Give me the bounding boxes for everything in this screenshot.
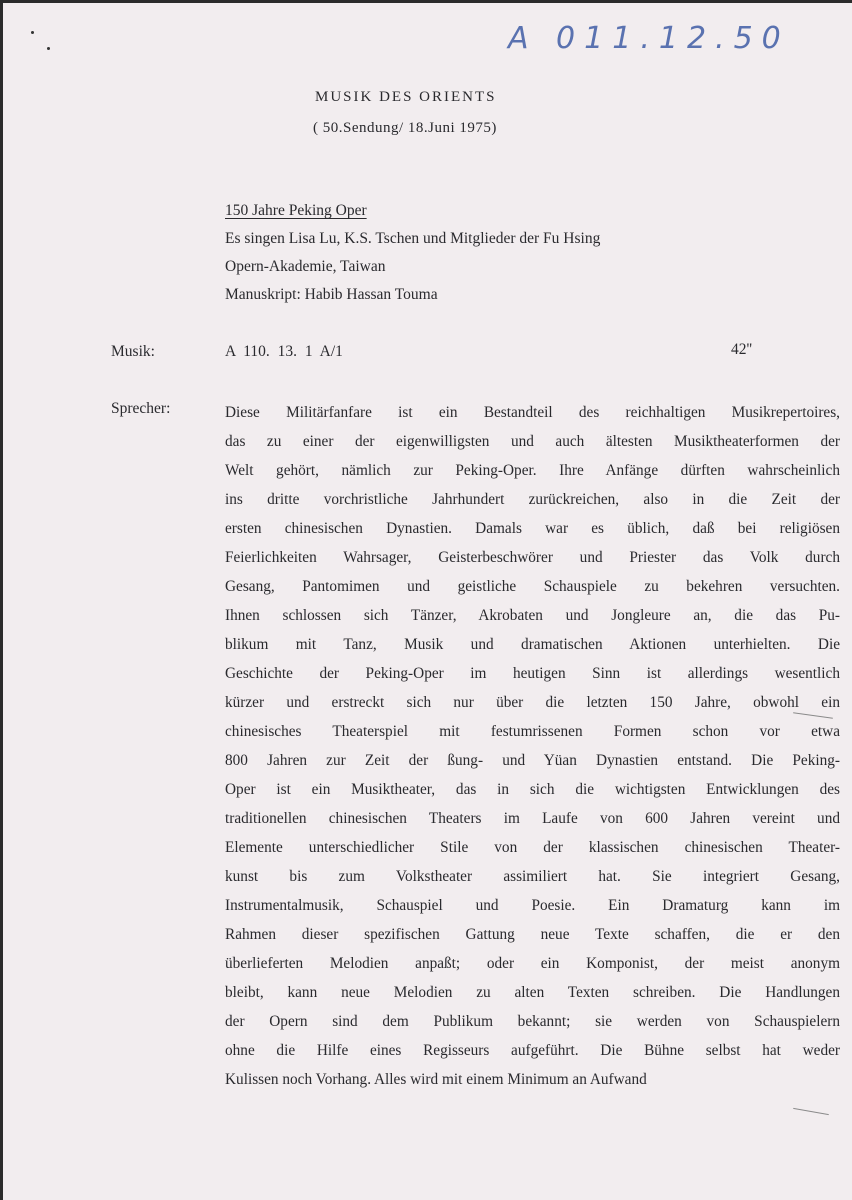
speaker-text-line: Oper ist ein Musiktheater, das in sich die wichtigsten Entwicklungen des [225,781,840,798]
speaker-text-line: traditionellen chinesischen Theaters im Laufe von 600 Jahren vereint und [225,810,840,827]
music-label: Musik: [111,343,155,360]
speaker-text-line: 800 Jahren zur Zeit der ßung- und Yüan Dynastien entstand. Die Peking- [225,752,840,769]
pencil-mark [793,1108,829,1115]
speaker-text-line: bleibt, kann neue Melodien zu alten Texten schreiben. Die Handlungen [225,984,840,1001]
speaker-text-line: das zu einer der eigenwilligsten und auch ältesten Musiktheaterformen der [225,433,840,450]
speaker-text-line: Rahmen dieser spezifischen Gattung neue Texte schaffen, die er den [225,926,840,943]
program-title: 150 Jahre Peking Oper [225,202,367,219]
speaker-text-line: Ihnen schlossen sich Tänzer, Akrobaten und Jongleure an, die das Pu- [225,607,840,624]
series-title: MUSIK DES ORIENTS [315,89,497,105]
paper-speck [47,47,50,50]
archive-handwritten-note: A 011.12.50 [508,21,790,56]
speaker-text-line: ohne die Hilfe eines Regisseurs aufgeführt. Die Bühne selbst hat weder [225,1042,840,1059]
program-info-line: Opern-Akademie, Taiwan [225,258,386,275]
paper-speck [31,31,34,34]
speaker-text-line: Diese Militärfanfare ist ein Bestandteil des reichhaltigen Musikrepertoires, [225,404,840,421]
speaker-text-line: blikum mit Tanz, Musik und dramatischen Aktionen unterhielten. Die [225,636,840,653]
speaker-text-line: chinesisches Theaterspiel mit festumrissenen Formen schon vor etwa [225,723,840,740]
speaker-text-line: Gesang, Pantomimen und geistliche Schauspiele zu bekehren versuchten. [225,578,840,595]
speaker-text-line: Geschichte der Peking-Oper im heutigen Sinn ist allerdings wesentlich [225,665,840,682]
speaker-text-line: überlieferten Melodien anpaßt; oder ein Komponist, der meist anonym [225,955,840,972]
speaker-text-line: Feierlichkeiten Wahrsager, Geisterbeschwörer und Priester das Volk durch [225,549,840,566]
broadcast-subtitle: ( 50.Sendung/ 18.Juni 1975) [313,120,497,136]
speaker-text-line: ersten chinesischen Dynastien. Damals war es üblich, daß bei religiösen [225,520,840,537]
speaker-text-line: der Opern sind dem Publikum bekannt; sie werden von Schauspielern [225,1013,840,1030]
music-reference: A 110. 13. 1 A/1 [225,343,343,360]
speaker-text-line: kunst bis zum Volkstheater assimiliert hat. Sie integriert Gesang, [225,868,840,885]
speaker-text [225,398,845,1094]
speaker-text-line: Welt gehört, nämlich zur Peking-Oper. Ihre Anfänge dürften wahrscheinlich [225,462,840,479]
speaker-text-line: Instrumentalmusik, Schauspiel und Poesie. Ein Dramaturg kann im [225,897,840,914]
program-info-line: Manuskript: Habib Hassan Touma [225,286,438,303]
program-info-line: Es singen Lisa Lu, K.S. Tschen und Mitglieder der Fu Hsing [225,230,601,247]
program-info [225,197,600,309]
speaker-label: Sprecher: [111,400,171,417]
speaker-text-line: Elemente unterschiedlicher Stile von der klassischen chinesischen Theater- [225,839,840,856]
speaker-text-line: Kulissen noch Vorhang. Alles wird mit einem Minimum an Aufwand [225,1071,647,1088]
speaker-text-line: kürzer und erstreckt sich nur über die letzten 150 Jahre, obwohl ein [225,694,840,711]
speaker-text-line: ins dritte vorchristliche Jahrhundert zurückreichen, also in die Zeit der [225,491,840,508]
music-duration: 42'' [731,341,753,358]
